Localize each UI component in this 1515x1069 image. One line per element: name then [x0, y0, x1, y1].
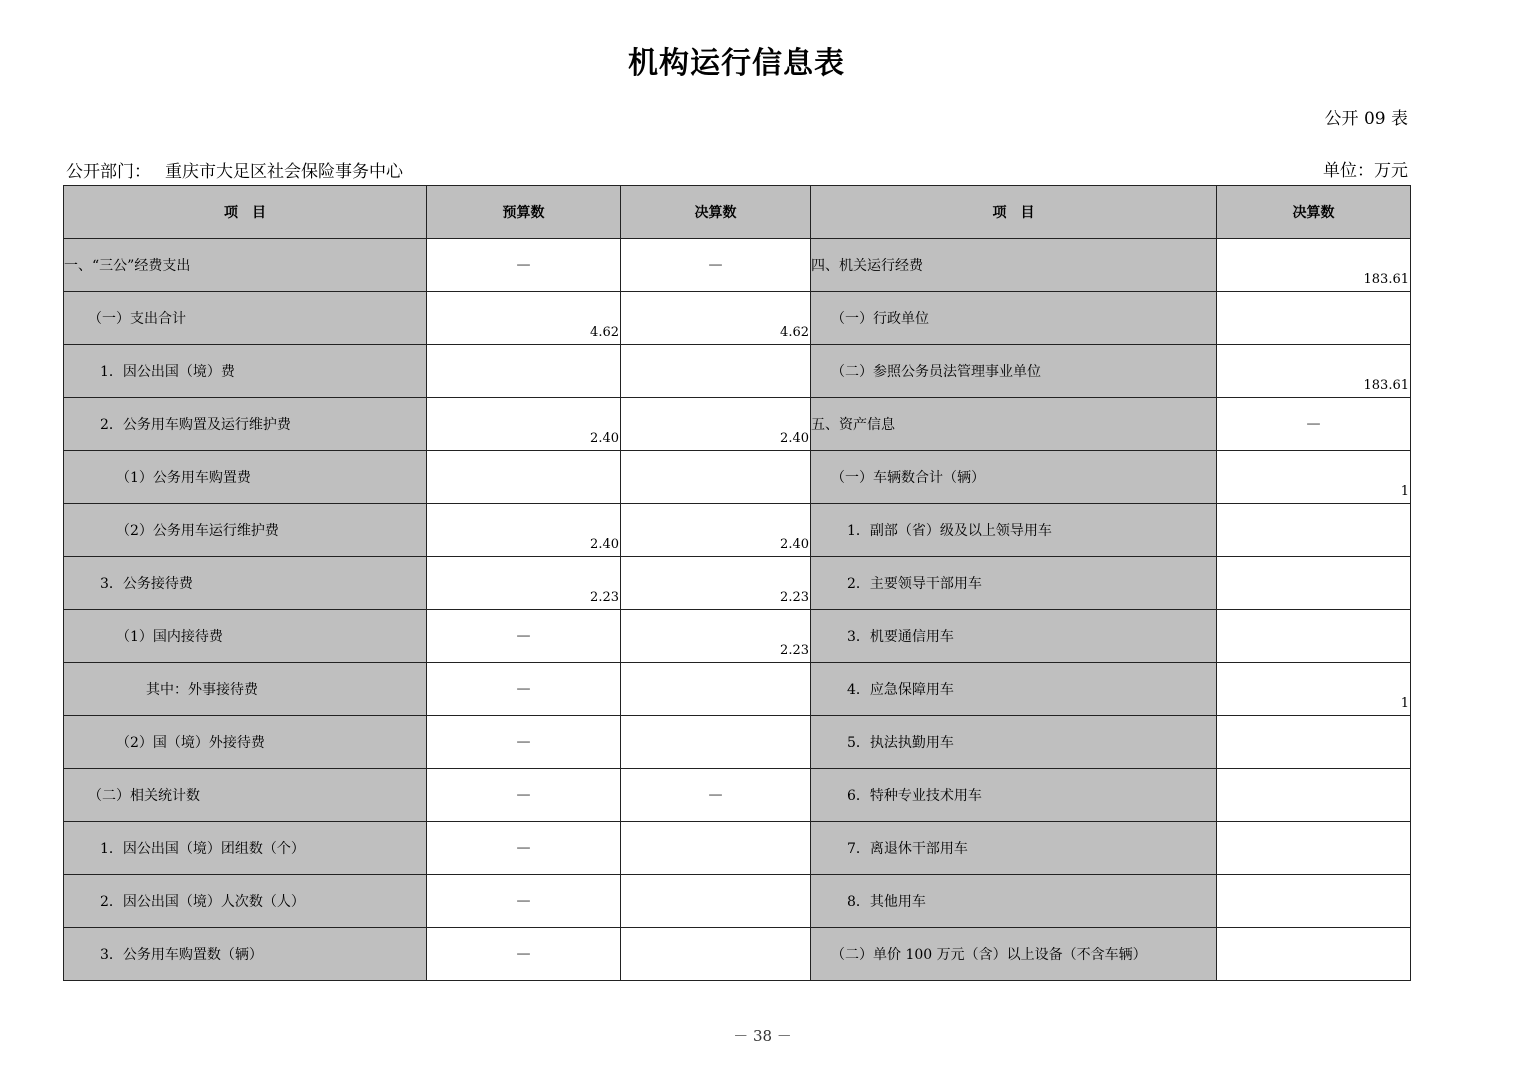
table-row [64, 398, 1411, 451]
item-right-cell: （一）行政单位 [811, 292, 1217, 345]
header-row [64, 186, 1411, 239]
final-left-cell-value: 2.23 [780, 643, 809, 658]
final-right-cell [1217, 239, 1411, 292]
budget-cell [427, 557, 621, 610]
item-left-cell: （1）公务用车购置费 [64, 451, 427, 504]
final-right-cell-value: 1 [1400, 484, 1409, 499]
page-title: 机构运行信息表 [628, 46, 845, 81]
table-row [64, 239, 1411, 292]
budget-cell-value: — [516, 257, 531, 273]
final-right-cell-value: 1 [1400, 696, 1409, 711]
final-left-cell-value: — [708, 257, 723, 273]
final-left-cell [621, 239, 811, 292]
item-left-cell: 3．公务用车购置数（辆） [64, 928, 427, 981]
item-left-cell: （1）国内接待费 [64, 610, 427, 663]
budget-cell-value: — [516, 628, 531, 644]
final-right-cell [1217, 398, 1411, 451]
budget-cell-value: 2.40 [590, 431, 619, 446]
department-name: 重庆市大足区社会保险事务中心 [165, 162, 403, 182]
info-table [63, 185, 1411, 981]
table-row [64, 504, 1411, 557]
table-row [64, 822, 1411, 875]
table-row [64, 875, 1411, 928]
final-left-cell [621, 345, 811, 398]
item-left-cell: 2．因公出国（境）人次数（人） [64, 875, 427, 928]
final-left-cell-value: 2.23 [780, 590, 809, 605]
final-left-cell [621, 822, 811, 875]
item-right-cell: 3．机要通信用车 [811, 610, 1217, 663]
budget-cell [427, 398, 621, 451]
final-right-cell [1217, 451, 1411, 504]
final-right-cell [1217, 610, 1411, 663]
final-left-cell [621, 398, 811, 451]
final-left-cell [621, 610, 811, 663]
item-right-cell: 8．其他用车 [811, 875, 1217, 928]
budget-cell-value: 2.40 [590, 537, 619, 552]
header-item-left: 项 目 [64, 186, 427, 239]
final-right-cell [1217, 769, 1411, 822]
table-row [64, 345, 1411, 398]
final-right-cell [1217, 928, 1411, 981]
item-left-cell: 1．因公出国（境）团组数（个） [64, 822, 427, 875]
final-right-cell-value: — [1306, 416, 1321, 432]
budget-cell [427, 504, 621, 557]
final-left-cell [621, 292, 811, 345]
final-right-cell-value: 183.61 [1363, 272, 1409, 287]
item-left-cell: 3．公务接待费 [64, 557, 427, 610]
final-right-cell [1217, 557, 1411, 610]
item-right-cell: （二）单价 100 万元（含）以上设备（不含车辆） [811, 928, 1217, 981]
budget-cell [427, 769, 621, 822]
item-left-cell: 1．因公出国（境）费 [64, 345, 427, 398]
budget-cell [427, 239, 621, 292]
final-left-cell [621, 504, 811, 557]
budget-cell-value: — [516, 946, 531, 962]
budget-cell-value: — [516, 734, 531, 750]
item-right-cell: 1．副部（省）级及以上领导用车 [811, 504, 1217, 557]
final-left-cell [621, 451, 811, 504]
table-row [64, 716, 1411, 769]
final-right-cell [1217, 663, 1411, 716]
header-final-left: 决算数 [621, 186, 811, 239]
budget-cell [427, 822, 621, 875]
final-right-cell [1217, 822, 1411, 875]
table-row [64, 663, 1411, 716]
table-body [64, 239, 1411, 981]
budget-cell [427, 451, 621, 504]
final-left-cell-value: 2.40 [780, 537, 809, 552]
item-left-cell: 其中：外事接待费 [64, 663, 427, 716]
item-left-cell: （一）支出合计 [64, 292, 427, 345]
item-left-cell: 一、“三公”经费支出 [64, 239, 427, 292]
header-final-right: 决算数 [1217, 186, 1411, 239]
final-left-cell-value: 4.62 [780, 325, 809, 340]
final-right-cell [1217, 875, 1411, 928]
item-right-cell: 6．特种专业技术用车 [811, 769, 1217, 822]
item-right-cell: 五、资产信息 [811, 398, 1217, 451]
final-right-cell [1217, 345, 1411, 398]
budget-cell-value: — [516, 840, 531, 856]
unit-label: 单位：万元 [1323, 161, 1408, 181]
item-left-cell: 2．公务用车购置及运行维护费 [64, 398, 427, 451]
budget-cell [427, 345, 621, 398]
final-left-cell [621, 769, 811, 822]
table-row [64, 292, 1411, 345]
budget-cell [427, 610, 621, 663]
budget-cell-value: 2.23 [590, 590, 619, 605]
item-left-cell: （二）相关统计数 [64, 769, 427, 822]
item-left-cell: （2）国（境）外接待费 [64, 716, 427, 769]
final-left-cell [621, 663, 811, 716]
final-right-cell [1217, 504, 1411, 557]
table-row [64, 928, 1411, 981]
form-number: 公开 09 表 [1324, 109, 1408, 129]
budget-cell-value: 4.62 [590, 325, 619, 340]
table-row [64, 610, 1411, 663]
final-left-cell [621, 557, 811, 610]
table-row [64, 557, 1411, 610]
budget-cell-value: — [516, 787, 531, 803]
final-left-cell-value: 2.40 [780, 431, 809, 446]
table-row [64, 769, 1411, 822]
final-left-cell [621, 716, 811, 769]
budget-cell-value: — [516, 681, 531, 697]
final-right-cell-value: 183.61 [1363, 378, 1409, 393]
item-right-cell: 四、机关运行经费 [811, 239, 1217, 292]
item-right-cell: 7．离退休干部用车 [811, 822, 1217, 875]
budget-cell [427, 928, 621, 981]
header-item-right: 项 目 [811, 186, 1217, 239]
department-line [66, 157, 403, 182]
table-row [64, 451, 1411, 504]
item-right-cell: （一）车辆数合计（辆） [811, 451, 1217, 504]
item-left-cell: （2）公务用车运行维护费 [64, 504, 427, 557]
page-number: － 38 － [733, 1027, 792, 1045]
header-budget: 预算数 [427, 186, 621, 239]
item-right-cell: （二）参照公务员法管理事业单位 [811, 345, 1217, 398]
final-left-cell [621, 928, 811, 981]
item-right-cell: 4．应急保障用车 [811, 663, 1217, 716]
budget-cell [427, 875, 621, 928]
final-left-cell [621, 875, 811, 928]
budget-cell [427, 663, 621, 716]
budget-cell [427, 292, 621, 345]
department-label: 公开部门： [66, 162, 151, 182]
budget-cell [427, 716, 621, 769]
final-right-cell [1217, 716, 1411, 769]
final-right-cell [1217, 292, 1411, 345]
item-right-cell: 2．主要领导干部用车 [811, 557, 1217, 610]
item-right-cell: 5．执法执勤用车 [811, 716, 1217, 769]
budget-cell-value: — [516, 893, 531, 909]
final-left-cell-value: — [708, 787, 723, 803]
